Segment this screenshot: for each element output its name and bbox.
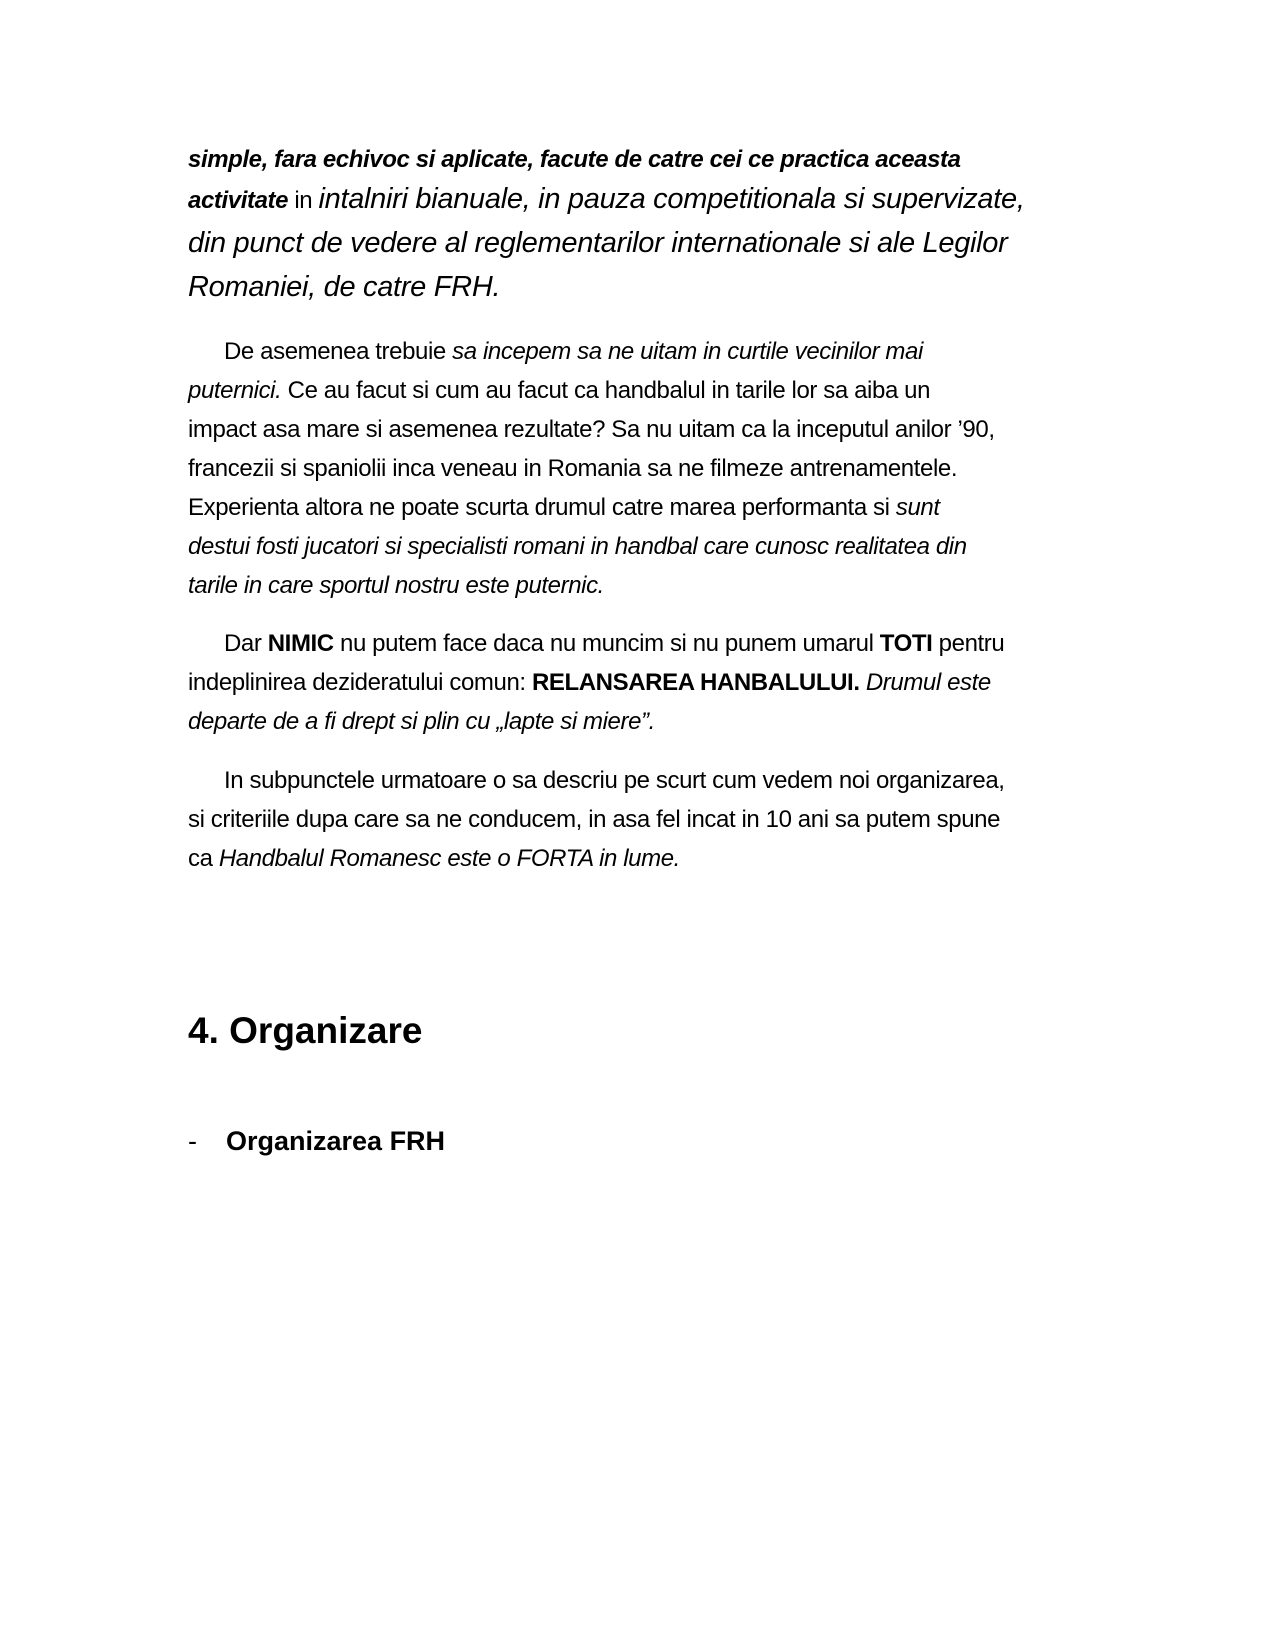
italic-text: tarile in care sportul nostru este puternic. [188,572,604,599]
text: nu putem face daca nu muncim si nu punem umarul [333,630,880,657]
text-line: In subpunctele urmatoare o sa descriu pe scurt cum vedem noi organizarea, [224,767,1005,794]
text-line: francezii si spaniolii inca veneau in Romania sa ne filmeze antrenamentele. [188,455,958,482]
text: ca [188,845,219,872]
text: De asemenea trebuie [224,338,453,365]
text-line [188,533,967,561]
bold-text: NIMIC [267,630,334,657]
italic-text: sunt [895,494,940,521]
italic-text: sa incepem sa ne uitam in curtile vecinilor mai [452,338,923,365]
subheading-text: Organizarea FRH [226,1126,446,1156]
text-line [188,227,1008,260]
text: Ce au facut si cum au facut ca handbalul in tarile lor sa aiba un [281,377,931,404]
text: Dar [224,630,268,657]
text-line [188,669,991,697]
italic-text: Drumul este [859,669,991,696]
bold-italic-text: activitate [188,187,289,214]
italic-text: destui fosti jucatori si specialisti romani in handbal care cunosc realitatea din [188,533,967,560]
text: Experienta altora ne poate scurta drumul catre marea performanta si [188,494,896,521]
subheading [188,1126,445,1157]
italic-text: intalniri bianuale, in pauza competitionala si supervizate, [318,183,1025,215]
bold-text: RELANSAREA HANBALULUI. [531,669,860,696]
text-line: si criteriile dupa care sa ne conducem, in asa fel incat in 10 ani sa putem spune [188,806,1001,833]
text-line [188,708,655,736]
text-line [224,338,923,366]
text: indeplinirea dezideratului comun: [188,669,532,696]
bullet-dash: - [188,1126,197,1156]
text-line [188,146,961,174]
bold-italic-text: simple, fara echivoc si aplicate, facute de catre cei ce practica aceasta [188,146,961,173]
italic-text: departe de a fi drept si plin cu „lapte si miere”. [188,708,655,735]
text-line [188,377,930,405]
text-line [188,271,500,304]
section-heading: 4. Organizare [188,1010,423,1051]
bold-text: TOTI [879,630,933,657]
text: in [288,187,319,214]
italic-text: Romaniei, de catre FRH. [188,271,501,303]
text-line: impact asa mare si asemenea rezultate? Sa nu uitam ca la inceputul anilor ’90, [188,416,995,443]
text-line [188,845,680,873]
italic-text: Handbalul Romanesc este o FORTA in lume. [218,845,680,872]
text-line [188,572,604,600]
italic-text: din punct de vedere al reglementarilor internationale si ale Legilor [188,227,1008,259]
text-line [224,630,1004,658]
text-line [188,494,940,522]
text: pentru [932,630,1005,657]
text-line [188,183,1025,216]
italic-text: puternici. [188,377,282,404]
